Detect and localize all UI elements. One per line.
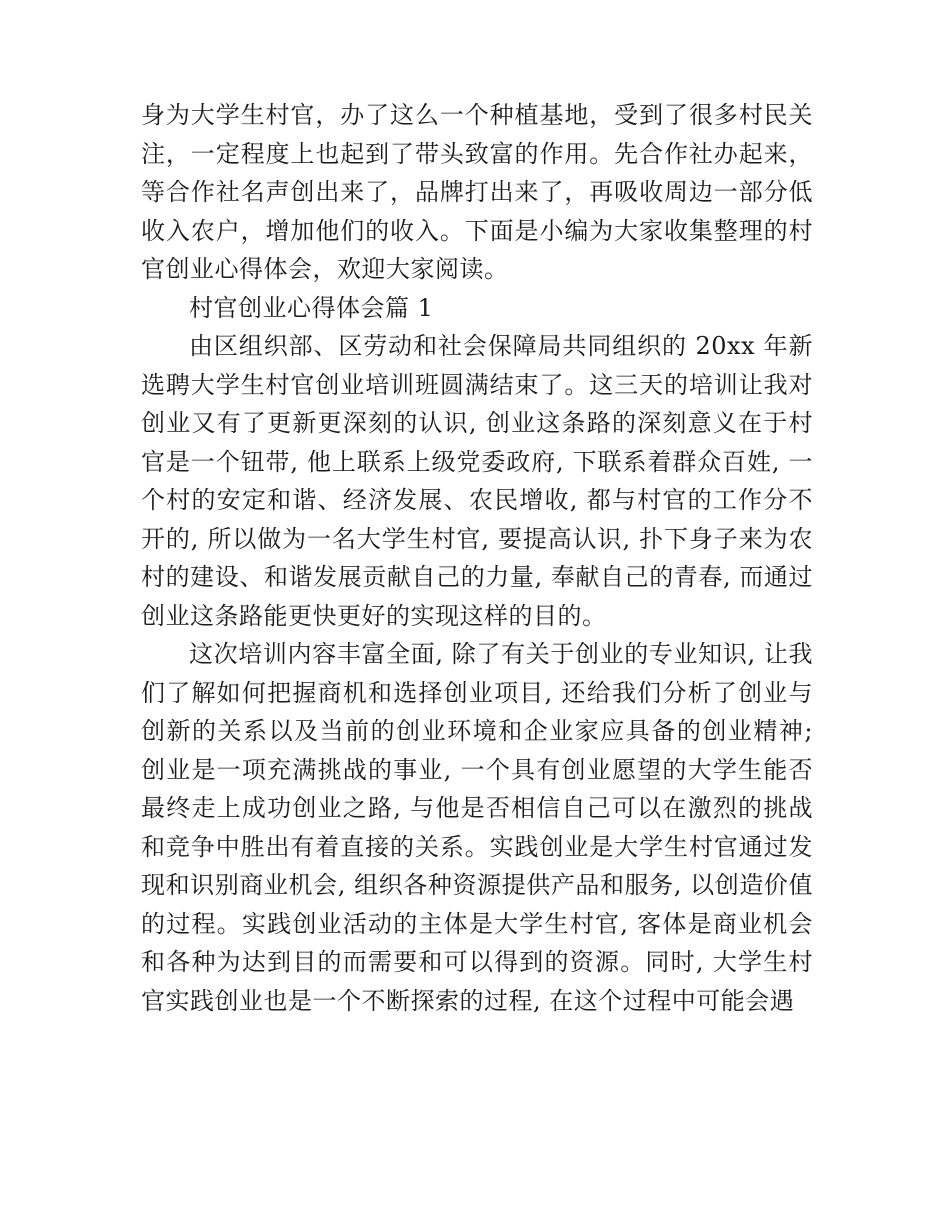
section-title: 村官创业心得体会篇 1	[189, 293, 434, 322]
intro-paragraph: 身为大学生村官，办了这么一个种植基地，受到了很多村民关注，一定程度上也起到了带头致富的作用。先合作社办起来，等合作社名声创出来了，品牌打出来了，再吸收周边一部分低收入农户，增加他们的收入。下面是小编为大家收集整理的村官创业心得体会，欢迎大家阅读。	[141, 101, 813, 283]
body-paragraph-1: 由区组织部、区劳动和社会保障局共同组织的 20xx 年新选聘大学生村官创业培训班圆满结束了。这三天的培训让我对创业又有了更新更深刻的认识, 创业这条路的深刻意义在于村官是一个钮带, 他上联系上级党委政府, 下联系着群众百姓, 一个村的安定和谐、经济发展、农民增收, 都与村官的工作分不开的, 所以做为一名大学生村官, 要提高认识, 扑下身子来为农村的建设、和谐发展贡献自己的力量, 奉献自己的青春, 而通过创业这条路能更快更好的实现这样的目的。	[141, 332, 813, 630]
document-body	[141, 96, 813, 1020]
body-paragraph-2: 这次培训内容丰富全面, 除了有关于创业的专业知识, 让我们了解如何把握商机和选择创业项目, 还给我们分析了创业与创新的关系以及当前的创业环境和企业家应具备的创业精神; 创业是一项充满挑战的事业, 一个具有创业愿望的大学生能否最终走上成功创业之路, 与他是否相信自己可以在激烈的挑战和竞争中胜出有着直接的关系。实践创业是大学生村官通过发现和识别商业机会, 组织各种资源提供产品和服务, 以创造价值的过程。实践创业活动的主体是大学生村官, 客体是商业机会和各种为达到目的而需要和可以得到的资源。同时, 大学生村官实践创业也是一个不断探索的过程, 在这个过程中可能会遇	[141, 640, 813, 1015]
